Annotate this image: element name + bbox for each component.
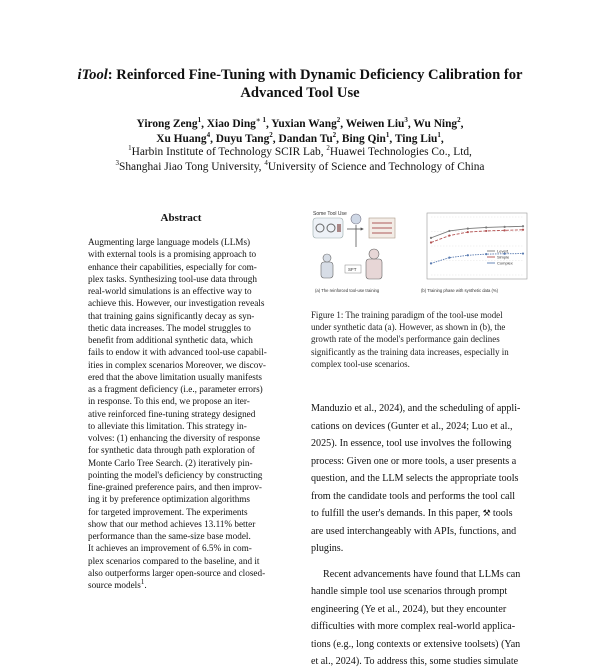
author-line-1: Yirong Zeng$^1$, Xiao Ding$^{∗ 1}$, Yuxian Wang$^2$, Weiwen Liu$^3$, Wu Ning$^2$, — [136, 116, 464, 130]
legend-label: Simple — [497, 254, 510, 260]
author: Weiwen Liu — [345, 118, 405, 130]
author-list — [0, 117, 600, 146]
data-point — [430, 262, 432, 264]
title-emphasis: iTool — [77, 67, 108, 83]
robot-icon — [366, 259, 382, 279]
abstract-line: performance than the same-size base model. — [88, 531, 251, 541]
data-point — [448, 230, 450, 232]
body-line: from the candidate tools and performs the tool call — [311, 490, 516, 502]
author: Xu Huang — [156, 132, 207, 145]
abstract-line: with external tools is a promising approach to — [88, 249, 257, 260]
caption-line: Figure 1: The training paradigm of the tool-use model — [311, 310, 503, 320]
tool-icon — [337, 224, 341, 232]
svg-text:SFT: SFT — [348, 267, 357, 272]
abstract-line: fine-grained preference pairs, and then improv- — [88, 482, 262, 492]
abstract-line: real-world simulations is an effective way to — [88, 286, 252, 296]
abstract-line: Augmenting large language models (LLMs) — [88, 237, 251, 247]
data-point — [467, 254, 469, 256]
abstract-line: Monte Carlo Tree Search. (2) iteratively pin- — [88, 457, 253, 468]
abstract-line: fails to endow it with advanced tool-use capabil- — [88, 347, 267, 358]
abstract-line: enhance their capabilities, especially for com- — [88, 261, 257, 272]
data-point — [485, 226, 487, 228]
body-line: question, and the LLM selects the appropriate tools — [311, 473, 519, 484]
author: Bing Qin — [341, 132, 386, 145]
body-line: cations on devices (Gunter et al., 2024; Luo et al., — [311, 420, 513, 432]
abstract-line: source models$^1$. — [88, 577, 147, 590]
data-point — [485, 253, 487, 255]
panel-a-label: Some Tool Use — [313, 211, 347, 217]
abstract-body — [88, 236, 278, 591]
abstract-line: show that our method achieves 13.11% better — [88, 518, 256, 529]
figure-1-caption — [311, 309, 533, 370]
body-line: plugins. — [311, 543, 344, 554]
author: Wu Ning — [413, 118, 458, 130]
figure-1 — [311, 207, 533, 297]
abstract-line: plex scenarios compared to the baseline, and it — [88, 555, 260, 566]
legend-label: Complex — [497, 260, 513, 266]
body-line: difficulties with more complex real-world applica- — [311, 621, 516, 632]
legend-label: Level1 — [497, 248, 509, 254]
affiliations — [0, 145, 600, 174]
abstract-line: also outperforms larger open-source and closed- — [88, 567, 266, 578]
abstract-line: for targeted improvement. The experiments — [88, 506, 248, 517]
data-point — [448, 234, 450, 236]
robot-icon — [321, 262, 333, 278]
title-line-2: Advanced Tool Use — [240, 85, 360, 101]
data-point — [522, 225, 524, 227]
abstract-line: for synthetic data through path exploration of — [88, 445, 255, 456]
abstract-line: volves: (1) enhancing the diversity of response — [88, 433, 260, 443]
author: Yirong Zeng — [136, 118, 198, 130]
body-line: process: Given one or more tools, a user presents a — [311, 455, 517, 467]
data-point — [522, 252, 524, 254]
data-point — [504, 229, 506, 231]
body-line: Recent advancements have found that LLMs can — [323, 568, 521, 580]
subfigure-a-caption: (a) The reinforced tool-use training — [315, 288, 380, 293]
abstract-line: as a fragment deficiency (i.e., parameter errors) — [88, 384, 263, 394]
title-line-1: : Reinforced Fine-Tuning with Dynamic Deficiency Calibration for — [107, 67, 523, 83]
data-point — [467, 231, 469, 233]
data-point — [467, 228, 469, 230]
paragraph-2 — [311, 566, 533, 671]
author-line-2: Xu Huang$^4$, Duyu Tang$^2$, Dandan Tu$^2$, Bing Qin$^1$, Ting Liu$^1$, — [156, 130, 444, 145]
body-line: tions (e.g., long contexts or extensive toolsets) (Yan — [311, 638, 521, 650]
abstract-line: pointing the model's deficiency by constructing — [88, 469, 263, 480]
abstract-heading: Abstract — [160, 212, 202, 224]
body-text — [311, 400, 533, 671]
data-point — [522, 229, 524, 231]
data-point — [430, 237, 432, 239]
caption-line: under synthetic data (a). However, as shown in (b), the — [311, 322, 506, 333]
author: Yuxian Wang — [271, 118, 337, 130]
body-line: engineering (Ye et al., 2024), but they encounter — [311, 603, 507, 615]
body-line: Manduzio et al., 2024), and the scheduling of appli- — [311, 403, 521, 414]
data-point — [504, 226, 506, 228]
caption-line: complex tool-use scenarios. — [311, 358, 410, 369]
abstract-line: in response. To this end, we propose an iter- — [88, 396, 250, 407]
body-line: handle simple tool use scenarios through prompt — [311, 586, 508, 597]
caption-line: significantly as the training data increases, especially in — [311, 346, 509, 357]
abstract-line: achieve this. However, our investigation reveals — [88, 298, 265, 309]
panel-a — [313, 211, 395, 293]
data-point — [448, 257, 450, 259]
paper-title — [0, 66, 600, 102]
affiliation-line-1: $^1$Harbin Institute of Technology SCIR Lab, $^2$Huawei Technologies Co., Ltd, — [128, 144, 472, 158]
body-line: are used interchangeably with APIs, functions, and — [311, 525, 517, 537]
author: Duyu Tang — [215, 132, 270, 145]
abstract-line: It achieves an improvement of 6.5% in com- — [88, 543, 252, 554]
abstract-line: plex tasks. Synthesizing tool-use data through — [88, 273, 257, 284]
abstract-line: benefit from additional synthetic data, which — [88, 335, 253, 345]
abstract-line: ing it by preference optimization algorithms — [88, 494, 251, 505]
caption-line: growth rate of the model's performance gain declines — [311, 334, 500, 345]
body-line: et al., 2024). To address this, some studies simulate — [311, 656, 519, 667]
tool-glyph-icon: ⚒ — [480, 508, 493, 518]
author: Xiao Ding — [206, 118, 256, 130]
body-line: 2025). In essence, tool use involves the following — [311, 438, 512, 449]
abstract-line: to alleviate this limitation. This strategy in- — [88, 420, 247, 431]
affiliation-line-2: $^3$Shanghai Jiao Tong University, $^4$University of Science and Technology of China — [115, 158, 485, 173]
paragraph-1 — [311, 400, 533, 558]
abstract-line: that training gains significantly decay as syn- — [88, 310, 255, 321]
abstract-line: ative reinforced fine-tuning strategy designed — [88, 408, 256, 419]
robot-head-icon — [351, 214, 361, 224]
abstract-line: ities in complex scenarios Moreover, we discov- — [88, 359, 266, 370]
subfigure-b-caption: (b) Training phase with synthetic data (%) — [421, 288, 499, 293]
abstract-line: ered that the above limitation usually manifests — [88, 371, 263, 382]
body-line: to fulfill the user's demands. In this paper, ⚒ tools — [311, 508, 513, 519]
panel-b-chart — [421, 213, 527, 293]
figure-1-graphic — [311, 207, 533, 297]
data-point — [430, 241, 432, 243]
data-point — [485, 230, 487, 232]
abstract-line: thetic data increases. The model struggles to — [88, 322, 251, 333]
author: Dandan Tu — [278, 132, 333, 145]
author: Ting Liu — [394, 132, 438, 145]
